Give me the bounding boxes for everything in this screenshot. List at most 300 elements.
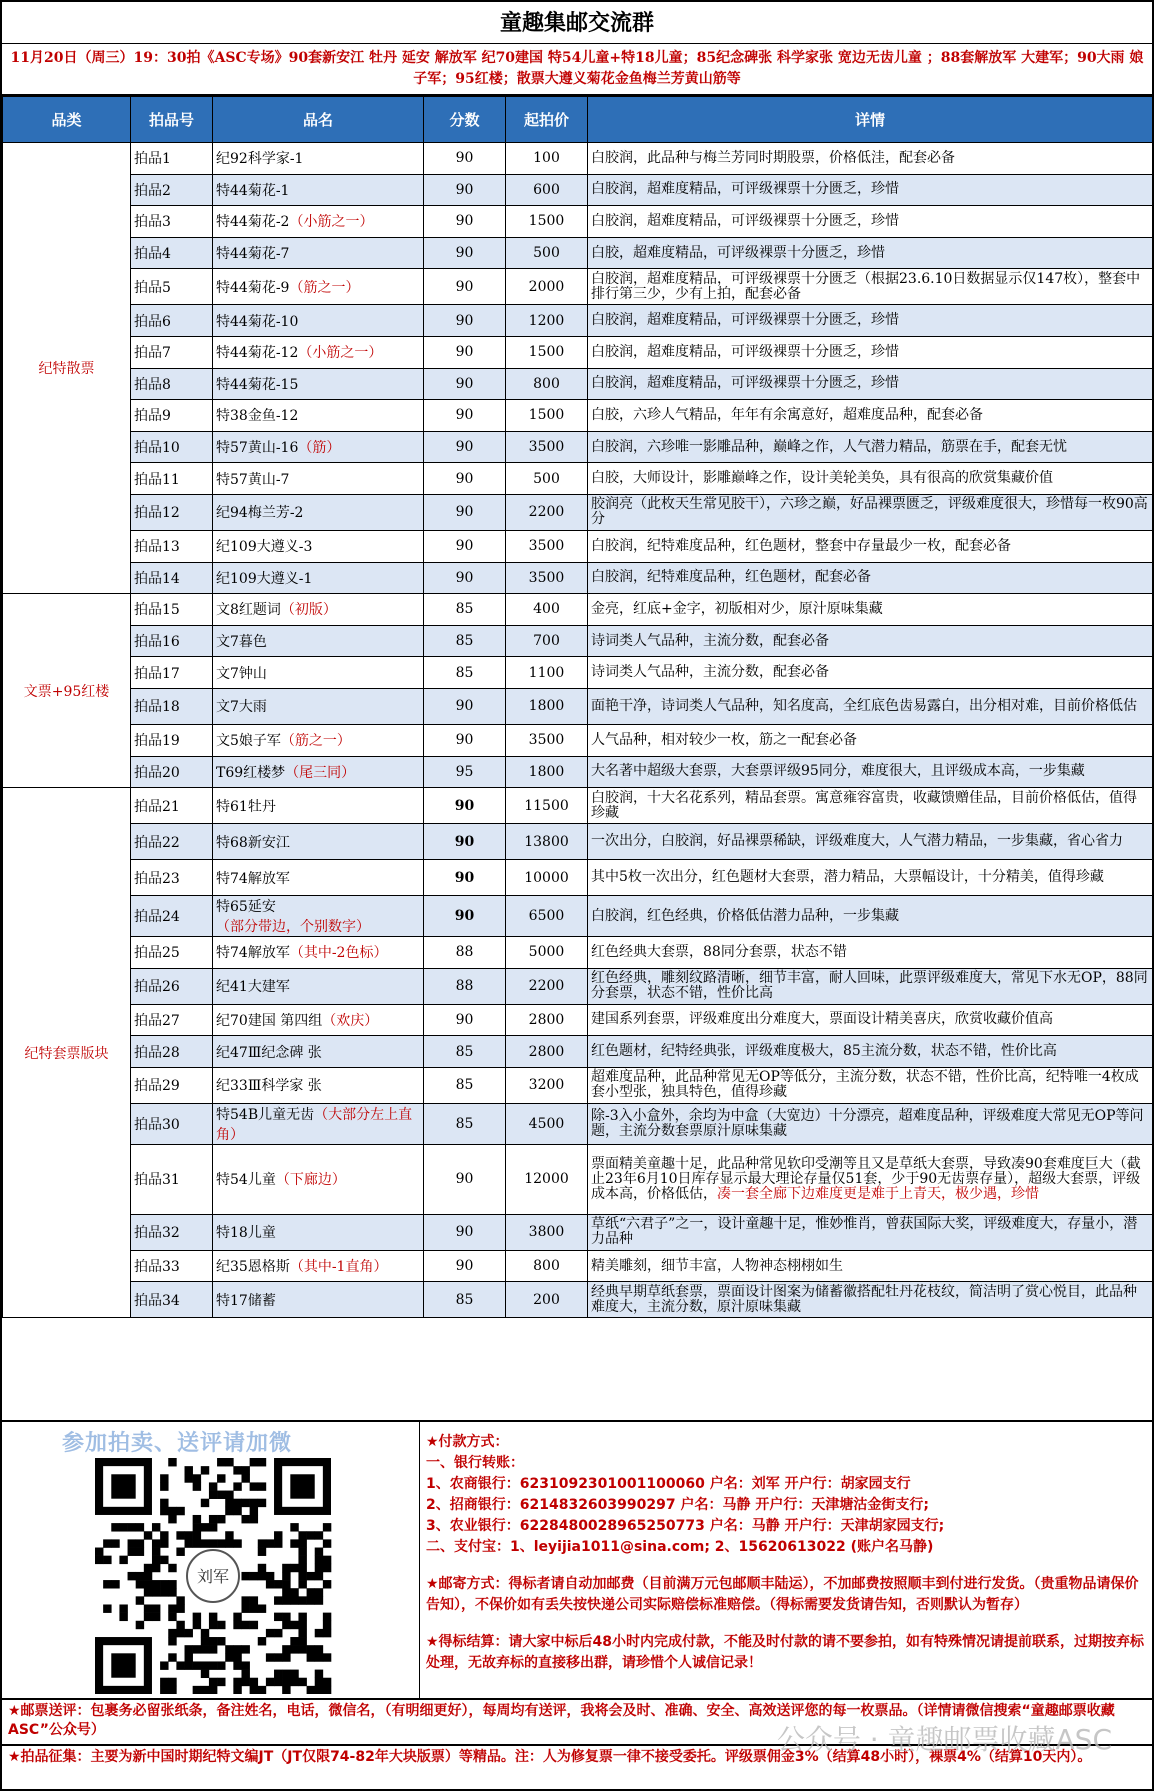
lot-price: 500 xyxy=(506,237,588,269)
lot-detail-text: 白胶润，纪特难度品种，红色题材，整套中存量最少一枚，配套必备 xyxy=(591,537,1011,554)
lot-score: 90 xyxy=(424,1144,506,1214)
lot-name-text: 特57黄山-16 xyxy=(216,440,299,457)
lot-price: 1500 xyxy=(506,336,588,368)
lot-detail-text: 白胶润，红色经典，价格低估潜力品种，一步集藏 xyxy=(591,907,899,924)
lot-detail xyxy=(588,269,1153,305)
lot-number: 拍品4 xyxy=(131,237,213,269)
auction-subtitle: 11月20日（周三）19：30拍《ASC专场》90套新安江 牡丹 延安 解放军 纪70建国 特54儿童+特18儿童；85纪念碑张 科学家张 宽边无齿儿童 ；88套解放军 大建军；90大雨 娘子军；95红楼；散票大遵义菊花金鱼梅兰芳黄山筋等 xyxy=(2,44,1152,96)
table-row xyxy=(3,937,1153,969)
table-row xyxy=(3,896,1153,937)
lot-detail-text: 面艳干净，诗词类人气品种，知名度高，全红底色齿易露白，出分相对难，目前价格低估 xyxy=(591,697,1137,714)
table-row xyxy=(3,206,1153,238)
lot-name-text: 特18儿童 xyxy=(216,1225,276,1242)
lot-price: 10000 xyxy=(506,860,588,896)
lot-number: 拍品12 xyxy=(131,494,213,530)
lot-price: 500 xyxy=(506,463,588,495)
lot-score: 85 xyxy=(424,657,506,689)
lot-detail-text: 白胶润，十大名花系列，精品套票。寓意雍容富贵，收藏馈赠佳品，目前价格低估，值得珍藏 xyxy=(591,789,1137,821)
lot-name-text: T69红楼梦 xyxy=(216,764,286,781)
lot-detail xyxy=(588,1250,1153,1282)
lot-detail-text: 红色题材，纪特经典张，评级难度极大，85主流分数，状态不错，性价比高 xyxy=(591,1043,1057,1060)
bank-account-2: 2、招商银行：6214832603990297 户名：马静 开户行：天津塘沽金街支行; xyxy=(426,1497,929,1513)
lot-price: 2800 xyxy=(506,1004,588,1036)
lot-price: 1500 xyxy=(506,400,588,432)
lot-detail-text: 超难度品种，此品种常见无OP等低分，主流分数，状态不错，性价比高，纪特唯一4枚成套小型张，独具特色，值得珍藏 xyxy=(591,1069,1139,1101)
table-row xyxy=(3,756,1153,788)
lot-detail-text: 白胶润，超难度精品，可评级裸票十分匮乏（根据23.6.10日数据显示仅147枚），整套中排行第三少，少有上拍，配套必备 xyxy=(591,270,1141,302)
lot-name xyxy=(213,336,424,368)
lot-detail-text: 精美雕刻，细节丰富，人物神态栩栩如生 xyxy=(591,1257,843,1274)
lot-price: 600 xyxy=(506,174,588,206)
lot-name xyxy=(213,1103,424,1144)
lot-detail-text: 白胶润，六珍唯一影雕品种，巅峰之作，人气潜力精品，筋票在手，配套无忧 xyxy=(591,438,1067,455)
lot-name xyxy=(213,968,424,1004)
lot-number: 拍品25 xyxy=(131,937,213,969)
table-row xyxy=(3,530,1153,562)
lot-name xyxy=(213,1067,424,1103)
lot-score: 90 xyxy=(424,237,506,269)
lot-detail xyxy=(588,336,1153,368)
lot-price: 12000 xyxy=(506,1144,588,1214)
lot-score: 85 xyxy=(424,1067,506,1103)
lot-detail-highlight: 凑一套全廊下边难度更是难于上青天，极少遇，珍惜 xyxy=(717,1185,1039,1202)
lot-score: 90 xyxy=(424,688,506,724)
category-cell: 纪特散票 xyxy=(3,143,131,594)
lot-name xyxy=(213,1004,424,1036)
lot-number: 拍品23 xyxy=(131,860,213,896)
lot-price: 4500 xyxy=(506,1103,588,1144)
lot-name-note: （大部分左上直角） xyxy=(216,1106,413,1143)
lot-price: 3500 xyxy=(506,724,588,756)
lots-body xyxy=(3,143,1153,1318)
lot-name-text: 特57黄山-7 xyxy=(216,471,290,488)
lot-score: 85 xyxy=(424,1036,506,1068)
lot-number: 拍品24 xyxy=(131,896,213,937)
lot-name-text: 文8红题词 xyxy=(216,602,281,619)
lot-detail-text: 白胶，六珍人气精品，年年有余寓意好，超难度品种，配套必备 xyxy=(591,406,983,423)
bank-account-3: 3、农业银行：6228480028965250773 户名：马静 开户行：天津胡家园支行; xyxy=(426,1518,945,1534)
lot-detail xyxy=(588,400,1153,432)
lot-score: 90 xyxy=(424,368,506,400)
lot-detail-text: 金亮，红底+金字，初版相对少，原汁原味集藏 xyxy=(591,600,883,617)
lot-name xyxy=(213,657,424,689)
lot-number: 拍品1 xyxy=(131,143,213,175)
table-row xyxy=(3,431,1153,463)
lot-name-text: 文7钟山 xyxy=(216,665,267,682)
lot-name xyxy=(213,625,424,657)
lot-detail xyxy=(588,724,1153,756)
table-row xyxy=(3,594,1153,626)
table-header xyxy=(3,97,1153,143)
lot-name-text: 纪109大遵义-1 xyxy=(216,570,313,587)
lot-score: 90 xyxy=(424,1004,506,1036)
table-row xyxy=(3,1067,1153,1103)
lot-number: 拍品32 xyxy=(131,1214,213,1250)
lot-detail-text: 白胶润，超难度精品，可评级裸票十分匮乏，珍惜 xyxy=(591,181,899,198)
lot-number: 拍品20 xyxy=(131,756,213,788)
lot-name-text: 特74解放军 xyxy=(216,945,290,962)
lot-name-text: 特61牡丹 xyxy=(216,798,276,815)
lot-detail xyxy=(588,657,1153,689)
lot-detail xyxy=(588,788,1153,824)
lot-name-text: 文5娘子军 xyxy=(216,733,281,750)
lot-detail-text: 经典早期草纸套票，票面设计图案为储蓄徽搭配牡丹花枝纹，简洁明了赏心悦目，此品种难度大，主流分数，原汁原味集藏 xyxy=(591,1283,1137,1315)
lot-name xyxy=(213,1036,424,1068)
lot-detail xyxy=(588,968,1153,1004)
lot-name xyxy=(213,463,424,495)
qr-center-mark: 刘军 xyxy=(196,1567,230,1586)
table-row xyxy=(3,824,1153,860)
table-row xyxy=(3,1282,1153,1318)
lot-score: 90 xyxy=(424,530,506,562)
lot-detail-text: 建国系列套票，评级难度出分难度大，票面设计精美喜庆，欣赏收藏价值高 xyxy=(591,1011,1053,1028)
lot-score: 90 xyxy=(424,1250,506,1282)
table-row xyxy=(3,1144,1153,1214)
lot-name-text: 特44菊花-2 xyxy=(216,214,290,231)
lot-detail xyxy=(588,756,1153,788)
lot-name-note: （尾三同） xyxy=(285,764,356,781)
lot-price: 100 xyxy=(506,143,588,175)
lot-name-text: 特68新安江 xyxy=(216,834,290,851)
lot-detail xyxy=(588,594,1153,626)
table-row xyxy=(3,968,1153,1004)
lot-name xyxy=(213,400,424,432)
lot-price: 1500 xyxy=(506,206,588,238)
lot-name-text: 纪70建国 第四组 xyxy=(216,1012,323,1029)
lot-score: 85 xyxy=(424,1282,506,1318)
lot-name xyxy=(213,530,424,562)
lot-number: 拍品17 xyxy=(131,657,213,689)
lot-name xyxy=(213,756,424,788)
lot-score: 90 xyxy=(424,1214,506,1250)
lot-number: 拍品9 xyxy=(131,400,213,432)
lot-name-text: 纪35恩格斯 xyxy=(216,1259,290,1276)
wechat-qr-code xyxy=(88,1458,338,1694)
lot-score: 90 xyxy=(424,463,506,495)
table-row xyxy=(3,305,1153,337)
lot-price: 800 xyxy=(506,368,588,400)
lot-score: 90 xyxy=(424,206,506,238)
lot-detail-text: 白胶润，纪特难度品种，红色题材，配套必备 xyxy=(591,569,871,586)
lot-detail xyxy=(588,1067,1153,1103)
lot-name-text: 特54儿童 xyxy=(216,1172,276,1189)
table-row xyxy=(3,143,1153,175)
lot-price: 1100 xyxy=(506,657,588,689)
lot-name xyxy=(213,368,424,400)
lot-detail xyxy=(588,1144,1153,1214)
lot-price: 400 xyxy=(506,594,588,626)
lot-price: 3800 xyxy=(506,1214,588,1250)
lot-number: 拍品18 xyxy=(131,688,213,724)
lot-price: 6500 xyxy=(506,896,588,937)
lot-number: 拍品5 xyxy=(131,269,213,305)
payment-heading: ★付款方式： xyxy=(426,1434,509,1450)
lot-detail xyxy=(588,431,1153,463)
lot-score: 90 xyxy=(424,143,506,175)
lot-price: 3200 xyxy=(506,1067,588,1103)
lot-score: 90 xyxy=(424,305,506,337)
lot-name-text: 特17储蓄 xyxy=(216,1292,276,1309)
lot-number: 拍品29 xyxy=(131,1067,213,1103)
table-row xyxy=(3,494,1153,530)
lot-price: 2200 xyxy=(506,494,588,530)
lot-detail-text: 其中5枚一次出分，红色题材大套票，潜力精品，大票幅设计，十分精美，值得珍藏 xyxy=(591,869,1104,886)
lot-name-text: 纪33Ⅲ科学家 张 xyxy=(216,1078,322,1095)
lot-detail xyxy=(588,305,1153,337)
lot-name xyxy=(213,206,424,238)
lot-number: 拍品26 xyxy=(131,968,213,1004)
lot-detail xyxy=(588,896,1153,937)
lot-name-text: 特54B儿童无齿 xyxy=(216,1106,315,1123)
lot-name xyxy=(213,788,424,824)
lot-name-text: 特44菊花-1 xyxy=(216,182,290,199)
lot-price: 11500 xyxy=(506,788,588,824)
lot-detail xyxy=(588,1282,1153,1318)
table-row xyxy=(3,1214,1153,1250)
lot-number: 拍品31 xyxy=(131,1144,213,1214)
lot-detail xyxy=(588,237,1153,269)
lot-detail-text: 红色经典，雕刻纹路清晰，细节丰富，耐人回味，此票评级难度大，常见下水无OP，88同分套票，状态不错，性价比高 xyxy=(591,970,1148,1002)
lot-number: 拍品33 xyxy=(131,1250,213,1282)
lot-number: 拍品13 xyxy=(131,530,213,562)
table-row xyxy=(3,562,1153,594)
table-row xyxy=(3,1004,1153,1036)
lot-detail-text: 诗词类人气品种，主流分数，配套必备 xyxy=(591,632,829,649)
lot-detail xyxy=(588,824,1153,860)
qr-panel xyxy=(2,1422,420,1698)
table-row xyxy=(3,724,1153,756)
lot-name-note: （下廊边） xyxy=(275,1172,346,1189)
lot-name xyxy=(213,937,424,969)
lot-detail-text: 白胶，超难度精品，可评级裸票十分匮乏，珍惜 xyxy=(591,244,885,261)
bottom-panel xyxy=(2,1420,1152,1698)
lot-detail-text: 白胶润，超难度精品，可评级裸票十分匮乏，珍惜 xyxy=(591,343,899,360)
lot-score: 90 xyxy=(424,896,506,937)
footer-consignment: ★拍品征集：主要为新中国时期纪特文编JT（JT仅限74-82年大块版票）等精品。注：人为修复票一律不接受委托。评级票佣金3%（结算48小时），裸票4%（结算10天内）。 xyxy=(2,1744,1152,1791)
lot-name-note: （小筋之一） xyxy=(298,345,383,362)
table-row xyxy=(3,1036,1153,1068)
lot-number: 拍品3 xyxy=(131,206,213,238)
lot-number: 拍品8 xyxy=(131,368,213,400)
lot-score: 88 xyxy=(424,968,506,1004)
lot-number: 拍品34 xyxy=(131,1282,213,1318)
table-row xyxy=(3,336,1153,368)
lot-name-text: 特44菊花-10 xyxy=(216,313,299,330)
lot-name-note: （筋之一） xyxy=(280,733,351,750)
lot-score: 90 xyxy=(424,788,506,824)
table-row xyxy=(3,269,1153,305)
lot-name xyxy=(213,824,424,860)
lot-score: 85 xyxy=(424,1103,506,1144)
header-price: 起拍价 xyxy=(506,97,588,143)
lot-number: 拍品7 xyxy=(131,336,213,368)
category-cell: 纪特套票版块 xyxy=(3,788,131,1318)
lot-number: 拍品21 xyxy=(131,788,213,824)
lot-detail xyxy=(588,1036,1153,1068)
lot-detail xyxy=(588,860,1153,896)
table-row xyxy=(3,657,1153,689)
lot-detail-text: 除-3入小盒外，余均为中盒（大宽边）十分漂亮，超难度品种，评级难度大常见无OP等问题，主流分数套票原汁原味集藏 xyxy=(591,1107,1144,1139)
lot-number: 拍品30 xyxy=(131,1103,213,1144)
lot-name xyxy=(213,431,424,463)
lot-name-text: 特38金鱼-12 xyxy=(216,408,299,425)
table-row xyxy=(3,1103,1153,1144)
lot-number: 拍品27 xyxy=(131,1004,213,1036)
lot-name xyxy=(213,688,424,724)
lot-detail xyxy=(588,688,1153,724)
lot-name xyxy=(213,143,424,175)
lot-detail xyxy=(588,562,1153,594)
lot-number: 拍品2 xyxy=(131,174,213,206)
lot-score: 90 xyxy=(424,174,506,206)
lot-name xyxy=(213,1250,424,1282)
lot-detail-text: 白胶润，超难度精品，可评级裸票十分匮乏，珍惜 xyxy=(591,312,899,329)
lot-name xyxy=(213,1144,424,1214)
lot-name-text: 纪94梅兰芳-2 xyxy=(216,505,304,522)
bank-account-1: 1、农商银行：6231092301001100060 户名：刘军 开户行：胡家园支行 xyxy=(426,1476,911,1492)
table-row xyxy=(3,463,1153,495)
lot-name xyxy=(213,269,424,305)
table-row xyxy=(3,625,1153,657)
lot-name xyxy=(213,1214,424,1250)
lot-name-text: 特65延安 xyxy=(216,899,276,916)
lot-detail xyxy=(588,174,1153,206)
lot-name xyxy=(213,1282,424,1318)
lot-name-text: 纪41大建军 xyxy=(216,979,290,996)
lot-name-text: 特44菊花-12 xyxy=(216,345,299,362)
lot-name xyxy=(213,305,424,337)
lot-detail xyxy=(588,625,1153,657)
lot-score: 85 xyxy=(424,625,506,657)
lot-detail xyxy=(588,937,1153,969)
table-row xyxy=(3,174,1153,206)
lot-score: 90 xyxy=(424,400,506,432)
lot-detail-text: 草纸“六君子”之一，设计童趣十足，惟妙惟肖，曾获国际大奖，评级难度大，存量小，潜力品种 xyxy=(591,1216,1138,1248)
header-score: 分数 xyxy=(424,97,506,143)
category-cell: 文票+95红楼 xyxy=(3,594,131,788)
table-row xyxy=(3,1250,1153,1282)
lot-detail xyxy=(588,368,1153,400)
lot-name-note: （部分带边，个别数字） xyxy=(216,919,370,936)
lot-detail xyxy=(588,1103,1153,1144)
lot-detail-text: 红色经典大套票，88同分套票，状态不错 xyxy=(591,943,847,960)
lot-number: 拍品10 xyxy=(131,431,213,463)
header-lot: 拍品号 xyxy=(131,97,213,143)
lot-price: 3500 xyxy=(506,530,588,562)
lot-name xyxy=(213,562,424,594)
lot-name-note: （其中-1直角） xyxy=(289,1259,388,1276)
lot-name-note: （筋之一） xyxy=(289,279,360,296)
lot-number: 拍品11 xyxy=(131,463,213,495)
lot-number: 拍品6 xyxy=(131,305,213,337)
lot-detail xyxy=(588,1214,1153,1250)
bank-heading: 一、银行转账： xyxy=(426,1455,524,1471)
header-name: 品名 xyxy=(213,97,424,143)
lot-price: 200 xyxy=(506,1282,588,1318)
lot-number: 拍品28 xyxy=(131,1036,213,1068)
lot-name-text: 特44菊花-15 xyxy=(216,376,299,393)
lot-score: 90 xyxy=(424,431,506,463)
lot-detail-text: 票面精美童趣十足，此品种常见软印受潮等且又是草纸大套票，导致凑90套难度巨大（截止23年6月10日库存显示最大理论存量仅51套，少于90无齿票存量），超级大套票，评级成本高，价格低估， xyxy=(591,1155,1141,1202)
lot-name-note: （欢庆） xyxy=(322,1012,379,1029)
lot-number: 拍品22 xyxy=(131,824,213,860)
lot-name-text: 文7大雨 xyxy=(216,699,267,716)
lot-detail-text: 白胶润，此品种与梅兰芳同时期股票，价格低洼，配套必备 xyxy=(591,149,955,166)
lot-detail-text: 白胶润，超难度精品，可评级裸票十分匮乏，珍惜 xyxy=(591,212,899,229)
lot-name xyxy=(213,594,424,626)
header-category: 品类 xyxy=(3,97,131,143)
lot-name xyxy=(213,724,424,756)
lot-price: 2200 xyxy=(506,968,588,1004)
lot-score: 90 xyxy=(424,724,506,756)
lot-score: 90 xyxy=(424,824,506,860)
qr-title: 参加拍卖、送评请加微 xyxy=(62,1430,293,1456)
lot-price: 13800 xyxy=(506,824,588,860)
lot-name-text: 纪92科学家-1 xyxy=(216,151,304,168)
table-row xyxy=(3,688,1153,724)
lot-score: 90 xyxy=(424,269,506,305)
lot-price: 1800 xyxy=(506,688,588,724)
lot-name-text: 纪109大遵义-3 xyxy=(216,539,313,556)
lot-detail-text: 人气品种，相对较少一枚，筋之一配套必备 xyxy=(591,731,857,748)
lot-price: 700 xyxy=(506,625,588,657)
lot-score: 85 xyxy=(424,594,506,626)
header-detail: 详情 xyxy=(588,97,1153,143)
lot-price: 800 xyxy=(506,1250,588,1282)
lot-number: 拍品14 xyxy=(131,562,213,594)
lot-name-note: （其中-2色标） xyxy=(289,945,388,962)
lot-price: 5000 xyxy=(506,937,588,969)
lot-detail xyxy=(588,143,1153,175)
mail-info: ★邮寄方式：得标者请自动加邮费（目前满万元包邮顺丰陆运），不加邮费按照顺丰到付进行发货。（贵重物品请保价告知），不保价如有丢失按快递公司实际赔偿标准赔偿。（得标需要发货请告知，否则默认为暂存） xyxy=(426,1576,1139,1613)
table-row xyxy=(3,368,1153,400)
lot-price: 1200 xyxy=(506,305,588,337)
lot-price: 2800 xyxy=(506,1036,588,1068)
lot-detail xyxy=(588,530,1153,562)
lot-detail xyxy=(588,1004,1153,1036)
lot-name xyxy=(213,174,424,206)
lot-name-note: （小筋之一） xyxy=(289,214,374,231)
lot-name xyxy=(213,494,424,530)
lot-detail-text: 诗词类人气品种，主流分数，配套必备 xyxy=(591,664,829,681)
lot-name-text: 纪47Ⅲ纪念碑 张 xyxy=(216,1044,322,1061)
lot-name-text: 文7暮色 xyxy=(216,634,267,651)
lot-name-text: 特44菊花-9 xyxy=(216,279,290,296)
lot-score: 90 xyxy=(424,336,506,368)
lot-detail xyxy=(588,494,1153,530)
alipay-info: 二、支付宝：1、leyijia1011@sina.com; 2、15620613022 (账户名马静) xyxy=(426,1539,934,1555)
lot-name xyxy=(213,237,424,269)
lot-price: 3500 xyxy=(506,562,588,594)
lots-table xyxy=(2,96,1153,1318)
lot-score: 88 xyxy=(424,937,506,969)
page-title: 童趣集邮交流群 xyxy=(2,2,1152,44)
lot-name-text: 特74解放军 xyxy=(216,870,290,887)
lot-price: 1800 xyxy=(506,756,588,788)
watermark: 公众号 · 童趣邮票收藏ASC xyxy=(776,1723,1112,1756)
lot-detail-text: 大名著中超级大套票，大套票评级95同分，难度很大，且评级成本高，一步集藏 xyxy=(591,763,1085,780)
lot-price: 2000 xyxy=(506,269,588,305)
lot-detail-text: 白胶，大师设计，影雕巅峰之作，设计美轮美奂，具有很高的欣赏集藏价值 xyxy=(591,470,1053,487)
lot-number: 拍品19 xyxy=(131,724,213,756)
settle-info: ★得标结算：请大家中标后48小时内完成付款，不能及时付款的请不要参拍，如有特殊情况请提前联系，过期按弃标处理，无故弃标的直接移出群，请珍惜个人诚信记录！ xyxy=(426,1634,1145,1671)
lot-price: 3500 xyxy=(506,431,588,463)
lot-score: 90 xyxy=(424,494,506,530)
footer-appraisal: ★邮票送评：包裹务必留张纸条，备注姓名，电话，微信名，（有明细更好），每周均有送评，我将会及时、准确、安全、高效送评您的每一枚票品。（详情请微信搜索“童趣邮票收藏ASC”公众号） xyxy=(2,1698,1152,1744)
lot-detail-text: 胶润亮（此枚天生常见胶干），六珍之巅，好品裸票匮乏，评级难度很大，珍惜每一枚90高分 xyxy=(591,496,1148,528)
lot-name-note: （初版） xyxy=(280,602,337,619)
lot-name xyxy=(213,896,424,937)
